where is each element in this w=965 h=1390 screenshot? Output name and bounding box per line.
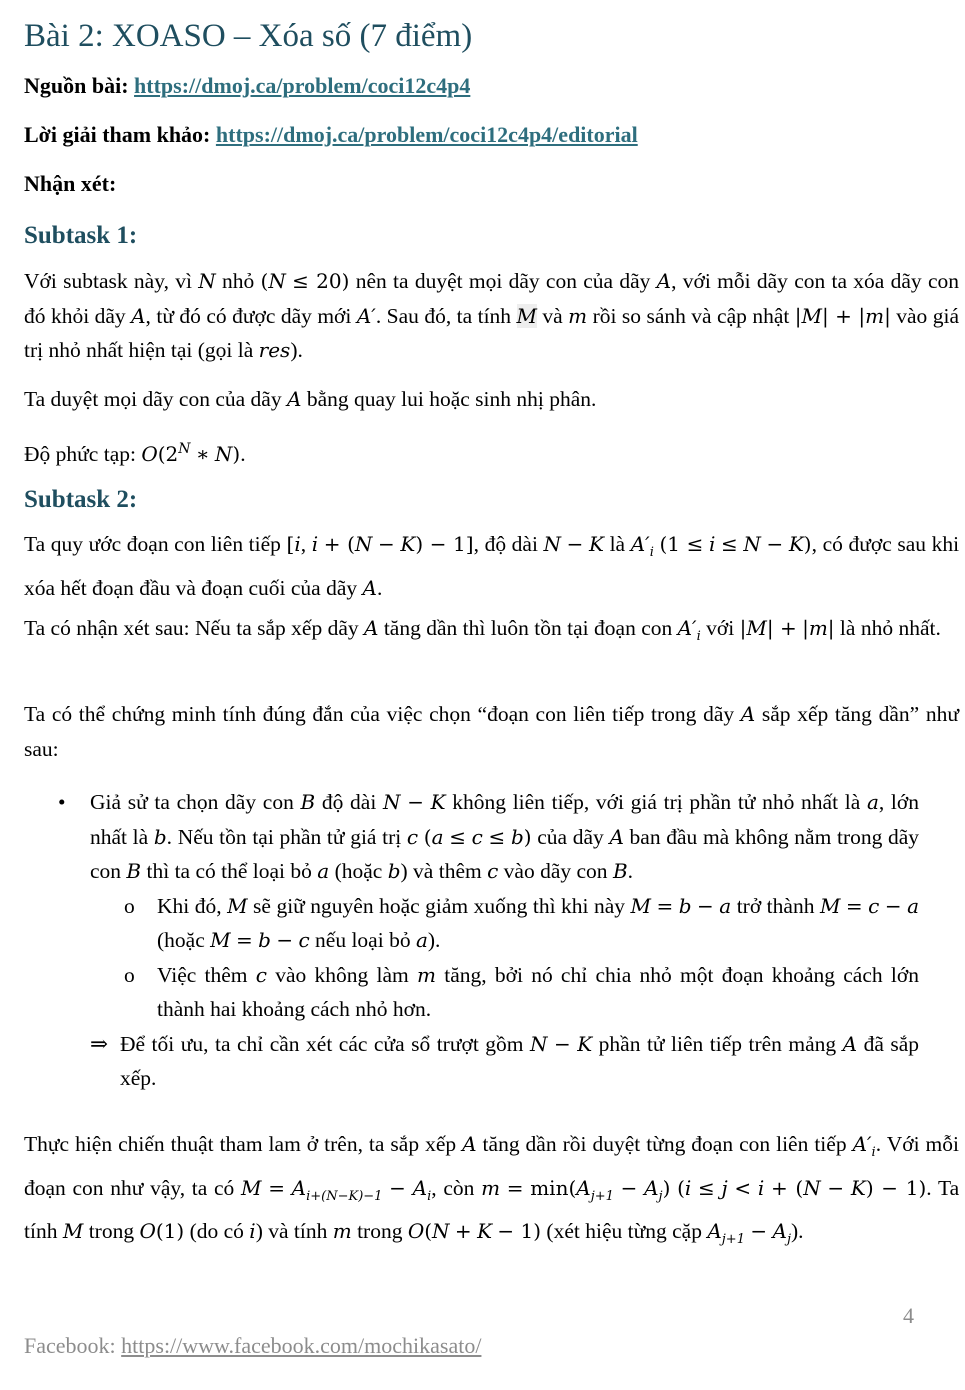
facebook-link[interactable]: https://www.facebook.com/mochikasato/ <box>121 1333 482 1358</box>
proof-list <box>24 785 959 1096</box>
subtask1-paragraph-2: Ta duyệt mọi dãy con của dãy A bằng quay lui hoặc sinh nhị phân. <box>24 387 597 411</box>
subtask2-heading: Subtask 2: <box>24 486 138 513</box>
complexity-label: Độ phức tạp: <box>24 442 136 467</box>
page-footer <box>24 1333 481 1359</box>
list-item: o Việc thêm c vào không làm m tăng, bởi nó chỉ chia nhỏ một đoạn khoảng cách lớn thành hai khoảng cách nhỏ hơn. <box>24 958 919 1027</box>
subtask2-paragraph-1: Ta quy ước đoạn con liên tiếp [i, i + (N − K) − 1], độ dài N − K là $A'_i$ (1 ≤ i ≤ N − K), có được sau khi xóa hết đoạn đầu và đoạn cuối của dãy A. <box>24 532 960 600</box>
source-label: Nguồn bài: <box>24 73 129 98</box>
list-item: o Khi đó, M sẽ giữ nguyên hoặc giảm xuống thì khi này M = b − a trở thành M = c − a (hoặc M = b − c nếu loại bỏ a). <box>24 889 919 958</box>
source-line <box>24 73 470 99</box>
circle-bullet-icon: o <box>124 893 135 918</box>
subtask2-paragraph-4: Thực hiện chiến thuật tham lam ở trên, ta sắp xếp A tăng dần rồi duyệt từng đoạn con liên tiếp $A'_i$. Với mỗi đoạn con như vậy, ta có $M = A_{i+(N-K)-1} - A_i$, còn $m = \min(A_{j+1} - A_j) (i \le j < i + (N - K) - 1)$. Ta tính M trong O(1) (do có i) và tính m trong O(N + K − 1) (xét hiệu từng cặp $A_{j+1} - A_j$). <box>24 1132 960 1247</box>
circle-bullet-icon: o <box>124 962 135 987</box>
problem-title: Bài 2: XOASO – Xóa số (7 điểm) <box>24 18 473 54</box>
subtask1-paragraph-1: Với subtask này, vì N nhỏ (N ≤ 20) nên ta duyệt mọi dãy con của dãy A, với mỗi dãy con ta xóa dãy con đó khỏi dãy A, từ đó có được dãy mới A′. Sau đó, ta tính M và m rồi so sánh và cập nhật |M| + |m| vào giá trị nhỏ nhất hiện tại (gọi là res). <box>24 269 960 362</box>
source-link[interactable]: https://dmoj.ca/problem/coci12c4p4 <box>134 73 471 98</box>
implies-arrow-icon: ⇒ <box>90 1031 109 1056</box>
page-number: 4 <box>903 1303 914 1328</box>
solution-link[interactable]: https://dmoj.ca/problem/coci12c4p4/editorial <box>215 122 638 147</box>
footer-label: Facebook: <box>24 1333 116 1358</box>
bullet-icon: • <box>58 790 66 814</box>
solution-label: Lời giải tham khảo: <box>24 122 211 147</box>
subtask1-complexity: Độ phức tạp: $O(2^N$ ∗ N). <box>24 441 246 467</box>
subtask2-paragraph-2: Ta có nhận xét sau: Nếu ta sắp xếp dãy A tăng dần thì luôn tồn tại đoạn con $A'_i$ với |M| + |m| là nhỏ nhất. <box>24 616 941 644</box>
solution-line <box>24 122 638 148</box>
list-item: • Giả sử ta chọn dãy con B độ dài N − K không liên tiếp, với giá trị phần tử nhỏ nhất là a, lớn nhất là b. Nếu tồn tại phần tử giá trị c (a ≤ c ≤ b) của dãy A ban đầu mà không nằm trong dãy con B thì ta có thể loại bỏ a (hoặc b) và thêm c vào dãy con B. <box>24 785 919 889</box>
remark-label: Nhận xét: <box>24 171 117 196</box>
list-item: ⇒ Để tối ưu, ta chỉ cần xét các cửa sổ trượt gồm N − K phần tử liên tiếp trên mảng A đã sắp xếp. <box>24 1027 919 1096</box>
subtask2-paragraph-3: Ta có thể chứng minh tính đúng đắn của việc chọn “đoạn con liên tiếp trong dãy A sắp xếp tăng dần” như sau: <box>24 702 959 761</box>
subtask1-heading: Subtask 1: <box>24 222 138 249</box>
